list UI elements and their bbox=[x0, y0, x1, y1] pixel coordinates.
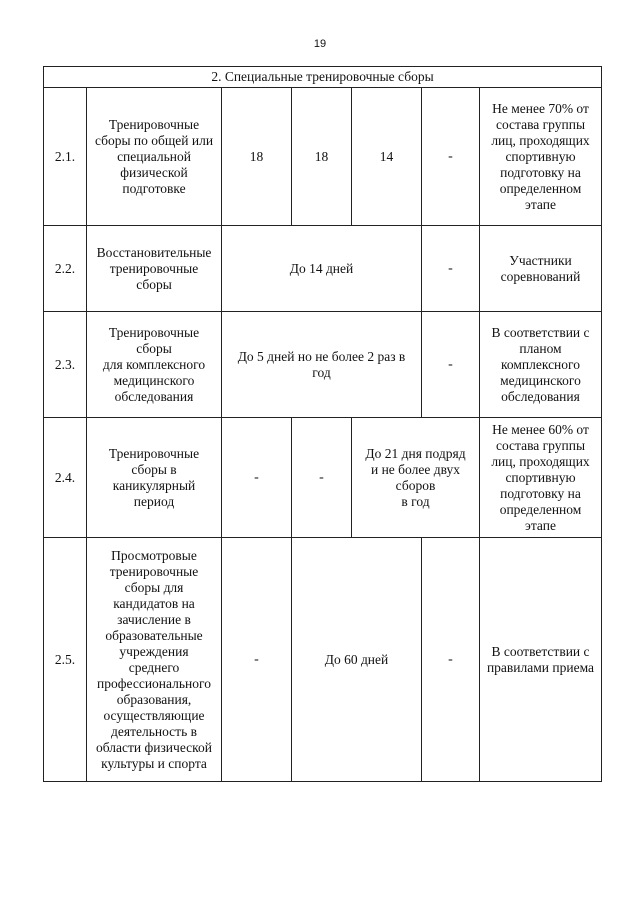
camp-name: Тренировочные сборы по общей или специальной физической подготовке bbox=[87, 88, 222, 226]
section-header-row bbox=[44, 67, 602, 88]
value-cell: - bbox=[222, 418, 292, 538]
table-row bbox=[44, 418, 602, 538]
camp-name: Тренировочные сборы для комплексного медицинского обследования bbox=[87, 312, 222, 418]
value-cell: 14 bbox=[352, 88, 422, 226]
value-cell: - bbox=[222, 538, 292, 782]
merged-value-cell: До 5 дней но не более 2 раз в год bbox=[222, 312, 422, 418]
table-row bbox=[44, 538, 602, 782]
table-row bbox=[44, 312, 602, 418]
value-cell: - bbox=[422, 226, 480, 312]
table-row bbox=[44, 88, 602, 226]
merged-value-cell: До 21 дня подряд и не более двух сборов в год bbox=[352, 418, 480, 538]
row-number: 2.1. bbox=[44, 88, 87, 226]
note-cell: В соответствии с планом комплексного медицинского обследования bbox=[480, 312, 602, 418]
row-number: 2.2. bbox=[44, 226, 87, 312]
page-number: 19 bbox=[313, 38, 327, 50]
value-cell: - bbox=[292, 418, 352, 538]
merged-value-cell: До 60 дней bbox=[292, 538, 422, 782]
value-cell: 18 bbox=[222, 88, 292, 226]
row-number: 2.4. bbox=[44, 418, 87, 538]
camp-name: Просмотровые тренировочные сборы для кандидатов на зачисление в образовательные учреждения среднего профессионального образования, осуществляющие деятельность в области физической культуры и спорта bbox=[87, 538, 222, 782]
note-cell: Не менее 60% от состава группы лиц, проходящих спортивную подготовку на определенном этапе bbox=[480, 418, 602, 538]
camp-name: Тренировочные сборы в каникулярный период bbox=[87, 418, 222, 538]
merged-value-cell: До 14 дней bbox=[222, 226, 422, 312]
note-cell: Не менее 70% от состава группы лиц, проходящих спортивную подготовку на определенном этапе bbox=[480, 88, 602, 226]
note-cell: Участники соревнований bbox=[480, 226, 602, 312]
note-cell: В соответствии с правилами приема bbox=[480, 538, 602, 782]
value-cell: - bbox=[422, 88, 480, 226]
training-camps-table bbox=[43, 66, 602, 782]
value-cell: 18 bbox=[292, 88, 352, 226]
value-cell: - bbox=[422, 312, 480, 418]
row-number: 2.5. bbox=[44, 538, 87, 782]
camp-name: Восстановительные тренировочные сборы bbox=[87, 226, 222, 312]
table-row bbox=[44, 226, 602, 312]
value-cell: - bbox=[422, 538, 480, 782]
row-number: 2.3. bbox=[44, 312, 87, 418]
section-title: 2. Специальные тренировочные сборы bbox=[44, 67, 602, 88]
